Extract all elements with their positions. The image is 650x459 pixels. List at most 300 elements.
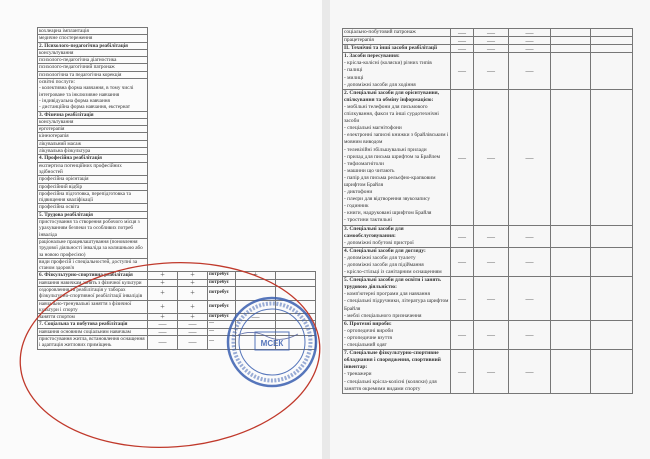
row-mark: — <box>474 247 509 276</box>
table-row <box>38 279 316 286</box>
empty-cell <box>236 183 276 190</box>
empty-cell <box>276 272 316 279</box>
table-row <box>38 314 316 321</box>
row-mark: + <box>148 279 178 286</box>
row-text: соціально-побутовий патронаж <box>344 29 416 35</box>
empty-cell <box>591 53 633 89</box>
empty-cell <box>551 89 591 225</box>
rehabilitation-table-right <box>342 28 633 394</box>
empty-cell <box>178 118 208 125</box>
empty-cell <box>591 29 633 37</box>
empty-cell <box>208 133 236 140</box>
row-text: працетерапія <box>344 37 374 44</box>
row-label: медичне спостереження <box>38 35 148 42</box>
row-mark: потребує <box>208 279 236 286</box>
empty-cell <box>208 111 236 118</box>
row-label: кохлеарна імплантація <box>38 28 148 35</box>
empty-cell <box>236 219 276 239</box>
empty-cell <box>148 57 178 64</box>
row-mark: + <box>178 300 208 314</box>
empty-cell <box>276 140 316 147</box>
empty-cell <box>148 28 178 35</box>
empty-cell <box>148 155 178 162</box>
row-mark: + <box>148 286 178 300</box>
row-text: - крісла-колісні (коляски) різних типів - палиці - милиці - допоміжні засоби для ходіння <box>344 60 432 88</box>
empty-cell <box>178 79 208 111</box>
row-mark: — <box>509 277 551 321</box>
empty-cell <box>236 42 276 49</box>
row-mark: — <box>509 89 551 225</box>
row-mark: — <box>451 225 474 247</box>
row-mark: — <box>178 321 208 328</box>
empty-cell <box>148 64 178 71</box>
table-row <box>38 183 316 190</box>
table-row <box>38 321 316 328</box>
row-mark: + <box>178 286 208 300</box>
empty-cell <box>148 118 178 125</box>
empty-cell <box>208 118 236 125</box>
row-mark <box>236 300 276 314</box>
table-row <box>38 35 316 42</box>
empty-cell <box>236 258 276 272</box>
empty-cell <box>148 133 178 140</box>
row-mark: — <box>148 336 178 350</box>
empty-cell <box>276 162 316 176</box>
row-mark: потребує <box>208 272 236 279</box>
table-row <box>343 37 633 45</box>
empty-cell <box>178 219 208 239</box>
table-row <box>38 79 316 111</box>
empty-cell <box>148 183 178 190</box>
row-label: психолого-педагогічний патронаж <box>38 64 148 71</box>
table-row <box>38 155 316 162</box>
empty-cell <box>236 49 276 56</box>
empty-cell <box>178 155 208 162</box>
empty-cell <box>591 45 633 53</box>
empty-cell <box>178 211 208 218</box>
empty-cell <box>276 118 316 125</box>
empty-cell <box>148 204 178 211</box>
row-label: 3. Фізична реабілітація <box>38 111 148 118</box>
empty-cell <box>208 148 236 155</box>
empty-cell <box>178 148 208 155</box>
row-label <box>343 45 451 53</box>
row-label: пристосування та створення робочого місця з урахуванням безпеки та особливих потреб інваліда <box>38 219 148 239</box>
empty-cell <box>148 71 178 78</box>
empty-cell <box>551 53 591 89</box>
row-mark: — <box>451 45 474 53</box>
table-row <box>38 126 316 133</box>
empty-cell <box>551 277 591 321</box>
table-row <box>38 204 316 211</box>
row-title: 2. Спеціальні засоби для орієнтування, спілкування та обміну інформацією: <box>344 89 440 103</box>
row-mark: — <box>509 53 551 89</box>
empty-cell <box>236 238 276 258</box>
empty-cell <box>276 64 316 71</box>
table-row <box>38 140 316 147</box>
row-mark: потребує <box>208 286 236 300</box>
row-mark: — <box>208 336 236 350</box>
row-mark: — <box>451 89 474 225</box>
table-row <box>38 28 316 35</box>
empty-cell <box>178 258 208 272</box>
row-mark: — <box>474 53 509 89</box>
empty-cell <box>208 190 236 204</box>
empty-cell <box>148 190 178 204</box>
row-mark: — <box>474 277 509 321</box>
row-mark: + <box>178 314 208 321</box>
empty-cell <box>591 247 633 276</box>
table-row <box>38 272 316 279</box>
empty-cell <box>178 140 208 147</box>
empty-cell <box>276 79 316 111</box>
empty-cell <box>276 258 316 272</box>
empty-cell <box>591 225 633 247</box>
row-mark <box>236 328 276 335</box>
row-mark: — <box>474 37 509 45</box>
empty-cell <box>276 321 316 328</box>
empty-cell <box>236 204 276 211</box>
row-label: навчально-тренувальні заняття з фізичної культури і спорту <box>38 300 148 314</box>
table-row <box>343 350 633 394</box>
empty-cell <box>276 219 316 239</box>
row-label: навчання основним соціальним навичкам <box>38 328 148 335</box>
empty-cell <box>276 300 316 314</box>
empty-cell <box>236 71 276 78</box>
empty-cell <box>236 211 276 218</box>
row-mark: — <box>509 37 551 45</box>
empty-cell <box>148 211 178 218</box>
table-row <box>38 190 316 204</box>
empty-cell <box>236 148 276 155</box>
row-mark: — <box>148 328 178 335</box>
stamp-text: МСЕК <box>260 339 284 348</box>
empty-cell <box>276 111 316 118</box>
empty-cell <box>276 35 316 42</box>
row-mark: — <box>451 350 474 394</box>
empty-cell <box>208 155 236 162</box>
row-label <box>343 320 451 349</box>
row-mark: — <box>474 350 509 394</box>
row-label <box>343 37 451 45</box>
row-mark: — <box>451 53 474 89</box>
row-mark <box>236 321 276 328</box>
row-mark: + <box>148 300 178 314</box>
table-row <box>343 320 633 349</box>
empty-cell <box>178 176 208 183</box>
empty-cell <box>551 247 591 276</box>
row-label <box>343 277 451 321</box>
empty-cell <box>178 49 208 56</box>
empty-cell <box>236 118 276 125</box>
row-mark: — <box>236 314 276 321</box>
row-title: 6. Протезні вироби: <box>344 320 392 327</box>
empty-cell <box>551 320 591 349</box>
row-label: 2. Психолого-педагогічна реабілітація <box>38 42 148 49</box>
row-mark: — <box>178 328 208 335</box>
empty-cell <box>148 42 178 49</box>
table-row <box>343 247 633 276</box>
empty-cell <box>276 279 316 286</box>
empty-cell <box>178 162 208 176</box>
empty-cell <box>236 64 276 71</box>
row-label: 6. Фізкультурно-спортивна реабілітація <box>38 272 148 279</box>
row-label: кінезотерапія <box>38 133 148 140</box>
empty-cell <box>591 89 633 225</box>
empty-cell <box>276 155 316 162</box>
row-mark: — <box>148 321 178 328</box>
empty-cell <box>236 176 276 183</box>
row-label: експертиза потенційних професійних здібностей <box>38 162 148 176</box>
empty-cell <box>276 28 316 35</box>
row-label <box>343 89 451 225</box>
empty-cell <box>208 204 236 211</box>
empty-cell <box>276 286 316 300</box>
row-label: професійна орієнтація <box>38 176 148 183</box>
table-row <box>38 49 316 56</box>
empty-cell <box>236 190 276 204</box>
empty-cell <box>276 71 316 78</box>
row-label: психологічна та педагогічна корекція <box>38 71 148 78</box>
row-label: консультування <box>38 49 148 56</box>
table-row <box>343 45 633 53</box>
empty-cell <box>276 176 316 183</box>
empty-cell <box>208 238 236 258</box>
row-label: раціональне працевлаштування (поновлення трудової діяльності інваліда за колишньою або за новою професією) <box>38 238 148 258</box>
row-title: 5. Спеціальні засоби для освіти і занять трудовою діяльністю: <box>344 277 441 291</box>
table-row <box>38 162 316 176</box>
row-label <box>343 350 451 394</box>
row-label: професійна освіта <box>38 204 148 211</box>
empty-cell <box>178 42 208 49</box>
empty-cell <box>178 57 208 64</box>
table-row <box>38 238 316 258</box>
empty-cell <box>208 57 236 64</box>
table-row <box>38 64 316 71</box>
empty-cell <box>178 64 208 71</box>
table-row <box>343 29 633 37</box>
table-row <box>343 89 633 225</box>
empty-cell <box>148 35 178 42</box>
empty-cell <box>148 176 178 183</box>
row-mark: + <box>178 279 208 286</box>
row-label: освітні послуги: - колективна форма навчання, в тому числі інтегроване та інклюзивне навчання - індивідуальна форма навчання - дистанційна форма навчання, екстернат <box>38 79 148 111</box>
table-row <box>38 118 316 125</box>
table-row <box>38 57 316 64</box>
empty-cell <box>178 126 208 133</box>
empty-cell <box>148 111 178 118</box>
row-mark: — <box>208 328 236 335</box>
empty-cell <box>276 183 316 190</box>
empty-cell <box>178 204 208 211</box>
row-label: психолого-педагогічна діагностика <box>38 57 148 64</box>
empty-cell <box>178 28 208 35</box>
empty-cell <box>208 258 236 272</box>
row-mark: — <box>474 45 509 53</box>
row-mark: — <box>509 225 551 247</box>
row-mark: — <box>474 320 509 349</box>
row-label: лікувальна фізкультура <box>38 148 148 155</box>
empty-cell <box>148 238 178 258</box>
row-label: професійний відбір <box>38 183 148 190</box>
row-mark: + <box>236 272 276 279</box>
empty-cell <box>208 162 236 176</box>
empty-cell <box>276 204 316 211</box>
row-mark: — <box>509 29 551 37</box>
empty-cell <box>276 49 316 56</box>
table-row <box>38 258 316 272</box>
row-mark: потребує <box>208 300 236 314</box>
empty-cell <box>178 35 208 42</box>
table-row <box>343 225 633 247</box>
empty-cell <box>236 35 276 42</box>
row-mark <box>236 279 276 286</box>
row-label: види професій і спеціальностей, доступні за станом здоров'я <box>38 258 148 272</box>
empty-cell <box>208 42 236 49</box>
empty-cell <box>208 126 236 133</box>
row-mark: + <box>178 272 208 279</box>
row-label: пристосування житла, встановлення оснащення і адаптація житлових приміщень <box>38 336 148 350</box>
empty-cell <box>148 79 178 111</box>
empty-cell <box>208 28 236 35</box>
empty-cell <box>178 190 208 204</box>
table-row <box>38 111 316 118</box>
row-mark: — <box>208 321 236 328</box>
row-label: лікувальний масаж <box>38 140 148 147</box>
row-label: 4. Професійна реабілітація <box>38 155 148 162</box>
table-row <box>38 133 316 140</box>
row-mark: — <box>509 320 551 349</box>
row-title: 7. Спеціальне фізкультурно-спортивне обладнання і спорядження, спортивний інвентар: <box>344 350 441 371</box>
table-row <box>343 277 633 321</box>
row-label: 5. Трудова реабілітація <box>38 211 148 218</box>
row-mark: — <box>474 29 509 37</box>
row-title: 4. Спеціальні засоби для догляду: <box>344 247 426 254</box>
row-mark: — <box>451 29 474 37</box>
row-label: професійна підготовка, перепідготовка та підвищення кваліфікації <box>38 190 148 204</box>
row-mark: потребує <box>208 314 236 321</box>
empty-cell <box>208 211 236 218</box>
empty-cell <box>208 183 236 190</box>
empty-cell <box>551 350 591 394</box>
row-text: - ортопедичні вироби - ортопедичне взуття - спеціальний одяг <box>344 327 394 349</box>
row-label <box>343 29 451 37</box>
empty-cell <box>276 336 316 350</box>
row-label <box>343 53 451 89</box>
empty-cell <box>276 126 316 133</box>
empty-cell <box>236 79 276 111</box>
empty-cell <box>236 140 276 147</box>
row-mark: — <box>509 247 551 276</box>
row-mark: + <box>148 314 178 321</box>
empty-cell <box>276 328 316 335</box>
empty-cell <box>148 126 178 133</box>
row-mark <box>236 286 276 300</box>
empty-cell <box>276 238 316 258</box>
empty-cell <box>276 190 316 204</box>
empty-cell <box>208 64 236 71</box>
row-mark: — <box>474 225 509 247</box>
table-row <box>38 219 316 239</box>
empty-cell <box>276 133 316 140</box>
empty-cell <box>591 350 633 394</box>
row-text: - допоміжні засоби для туалету - допоміжні засоби для підіймання - крісло-стільці із санітарним оснащенням <box>344 254 442 276</box>
row-label: 7. Соціальна та побутова реабілітація <box>38 321 148 328</box>
empty-cell <box>591 37 633 45</box>
empty-cell <box>276 57 316 64</box>
row-mark: — <box>451 320 474 349</box>
empty-cell <box>148 219 178 239</box>
empty-cell <box>236 28 276 35</box>
empty-cell <box>178 71 208 78</box>
empty-cell <box>148 148 178 155</box>
table-row <box>38 148 316 155</box>
row-title: II. Технічні та інші засоби реабілітації <box>344 45 438 52</box>
empty-cell <box>208 176 236 183</box>
row-label: ерготерапія <box>38 126 148 133</box>
empty-cell <box>276 42 316 49</box>
row-text: - допоміжні побутові пристрої <box>344 239 414 246</box>
table-row <box>38 336 316 350</box>
empty-cell <box>276 211 316 218</box>
row-label <box>343 247 451 276</box>
row-text: - мобільні телефони для письмового спілкування, факси та інші сурдотехнічні засоби - спеціальні магнітофони - електронні записні книжки з брайлівським і мовним виводом - телевізійні збільшувальні прилади - прилад для письма шрифтом за Брайлем - тифломагнітоли - машини що читають - папір для письма рельєфно-крапковим шрифтом Брайля - диктофони - плеєри для відтворення звукозапису - годинник - книги, надруковані шрифтом Брайля - тростини тактильні <box>344 103 449 224</box>
empty-cell <box>208 49 236 56</box>
empty-cell <box>148 258 178 272</box>
empty-cell <box>236 133 276 140</box>
empty-cell <box>276 148 316 155</box>
row-title: 1. Засоби пересування: <box>344 53 400 60</box>
table-row <box>38 42 316 49</box>
empty-cell <box>208 219 236 239</box>
row-mark: — <box>451 247 474 276</box>
row-label: навчання навичкам занять з фізичної культури <box>38 279 148 286</box>
empty-cell <box>148 49 178 56</box>
row-mark: — <box>451 37 474 45</box>
row-label <box>343 225 451 247</box>
empty-cell <box>148 140 178 147</box>
empty-cell <box>178 133 208 140</box>
row-text: - комп'ютерні програми для навчання - спеціальні підручники, література шрифтом Брайля - меблі спеціального призначення <box>344 291 449 319</box>
row-mark: — <box>178 336 208 350</box>
empty-cell <box>591 320 633 349</box>
row-mark: — <box>509 45 551 53</box>
empty-cell <box>208 79 236 111</box>
row-mark <box>236 336 276 350</box>
empty-cell <box>591 277 633 321</box>
table-row <box>38 286 316 300</box>
empty-cell <box>551 45 591 53</box>
table-row <box>38 176 316 183</box>
table-row <box>38 328 316 335</box>
row-mark: — <box>474 89 509 225</box>
row-mark: — <box>451 277 474 321</box>
row-label: заняття спортом <box>38 314 148 321</box>
empty-cell <box>178 111 208 118</box>
row-title: 3. Спеціальні засоби для самообслуговування: <box>344 225 404 239</box>
table-row <box>38 71 316 78</box>
empty-cell <box>208 140 236 147</box>
row-text: - тренажери - спеціальні крісла-колісні (коляски) для заняття окремими видами спорту <box>344 371 437 392</box>
rehabilitation-table-left <box>37 27 316 350</box>
empty-cell <box>551 37 591 45</box>
row-mark: — <box>509 350 551 394</box>
empty-cell <box>208 71 236 78</box>
empty-cell <box>551 29 591 37</box>
empty-cell <box>236 155 276 162</box>
row-label: оздоровлення та реабілітація у таборах фізкультурно-спортивної реабілітації інвалідів <box>38 286 148 300</box>
row-mark: + <box>148 272 178 279</box>
